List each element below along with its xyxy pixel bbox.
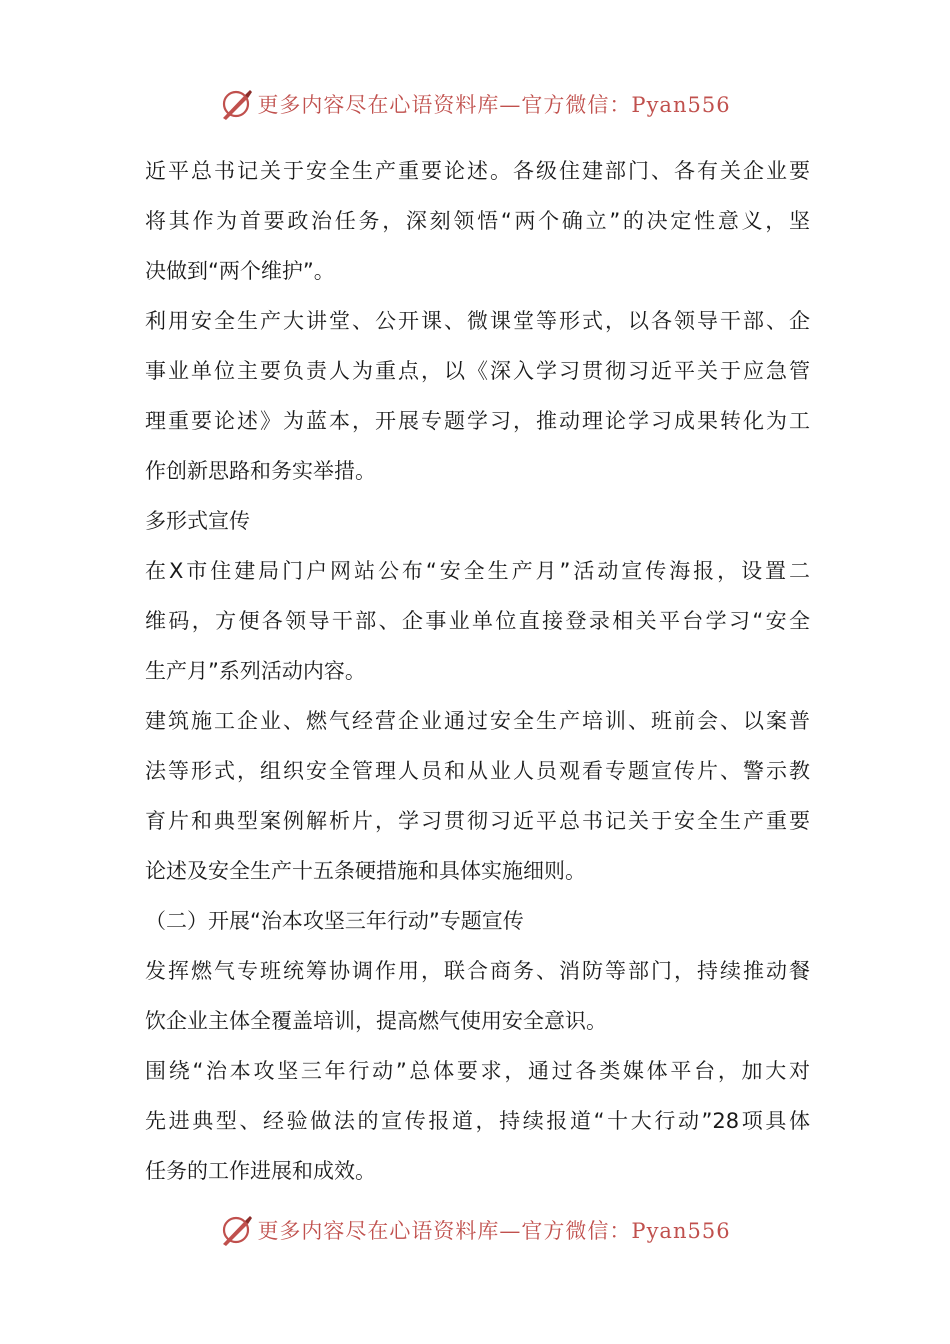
text-line: 维码，方便各领导干部、企事业单位直接登录相关平台学习“安全	[145, 609, 810, 633]
text-line: 法等形式，组织安全管理人员和从业人员观看专题宣传片、警示教	[145, 759, 810, 783]
footer-watermark	[0, 1210, 950, 1250]
text-line: 饮企业主体全覆盖培训，提高燃气使用安全意识。	[145, 1009, 607, 1033]
watermark-text: 更多内容尽在心语资料库—官方微信：Pyan556	[257, 1219, 731, 1243]
section-heading: 多形式宣传	[145, 509, 250, 533]
document-body	[145, 146, 810, 1196]
text-line: 近平总书记关于安全生产重要论述。各级住建部门、各有关企业要	[145, 159, 810, 183]
pen-logo-icon	[219, 1213, 253, 1247]
text-line: 利用安全生产大讲堂、公开课、微课堂等形式，以各领导干部、企	[145, 309, 810, 333]
text-line: 在X市住建局门户网站公布“安全生产月”活动宣传海报，设置二	[145, 559, 810, 583]
text-line: 决做到“两个维护”。	[145, 259, 335, 283]
text-line: 围绕“治本攻坚三年行动”总体要求，通过各类媒体平台，加大对	[145, 1059, 810, 1083]
pen-logo-icon	[219, 87, 253, 121]
text-line: 将其作为首要政治任务，深刻领悟“两个确立”的决定性意义，坚	[145, 209, 810, 233]
text-line: 育片和典型案例解析片，学习贯彻习近平总书记关于安全生产重要	[145, 809, 810, 833]
text-line: 任务的工作进展和成效。	[145, 1159, 376, 1183]
watermark-text: 更多内容尽在心语资料库—官方微信：Pyan556	[257, 93, 731, 117]
text-line: 发挥燃气专班统筹协调作用，联合商务、消防等部门，持续推动餐	[145, 959, 810, 983]
header-watermark	[0, 84, 950, 124]
text-line: 事业单位主要负责人为重点，以《深入学习贯彻习近平关于应急管	[145, 359, 810, 383]
text-line: 生产月”系列活动内容。	[145, 659, 366, 683]
text-line: 作创新思路和务实举措。	[145, 459, 376, 483]
section-heading: （二）开展“治本攻坚三年行动”专题宣传	[145, 909, 524, 933]
text-line: 先进典型、经验做法的宣传报道，持续报道“十大行动”28项具体	[145, 1109, 810, 1133]
text-line: 论述及安全生产十五条硬措施和具体实施细则。	[145, 859, 586, 883]
text-line: 理重要论述》为蓝本，开展专题学习，推动理论学习成果转化为工	[145, 409, 810, 433]
text-line: 建筑施工企业、燃气经营企业通过安全生产培训、班前会、以案普	[145, 709, 810, 733]
